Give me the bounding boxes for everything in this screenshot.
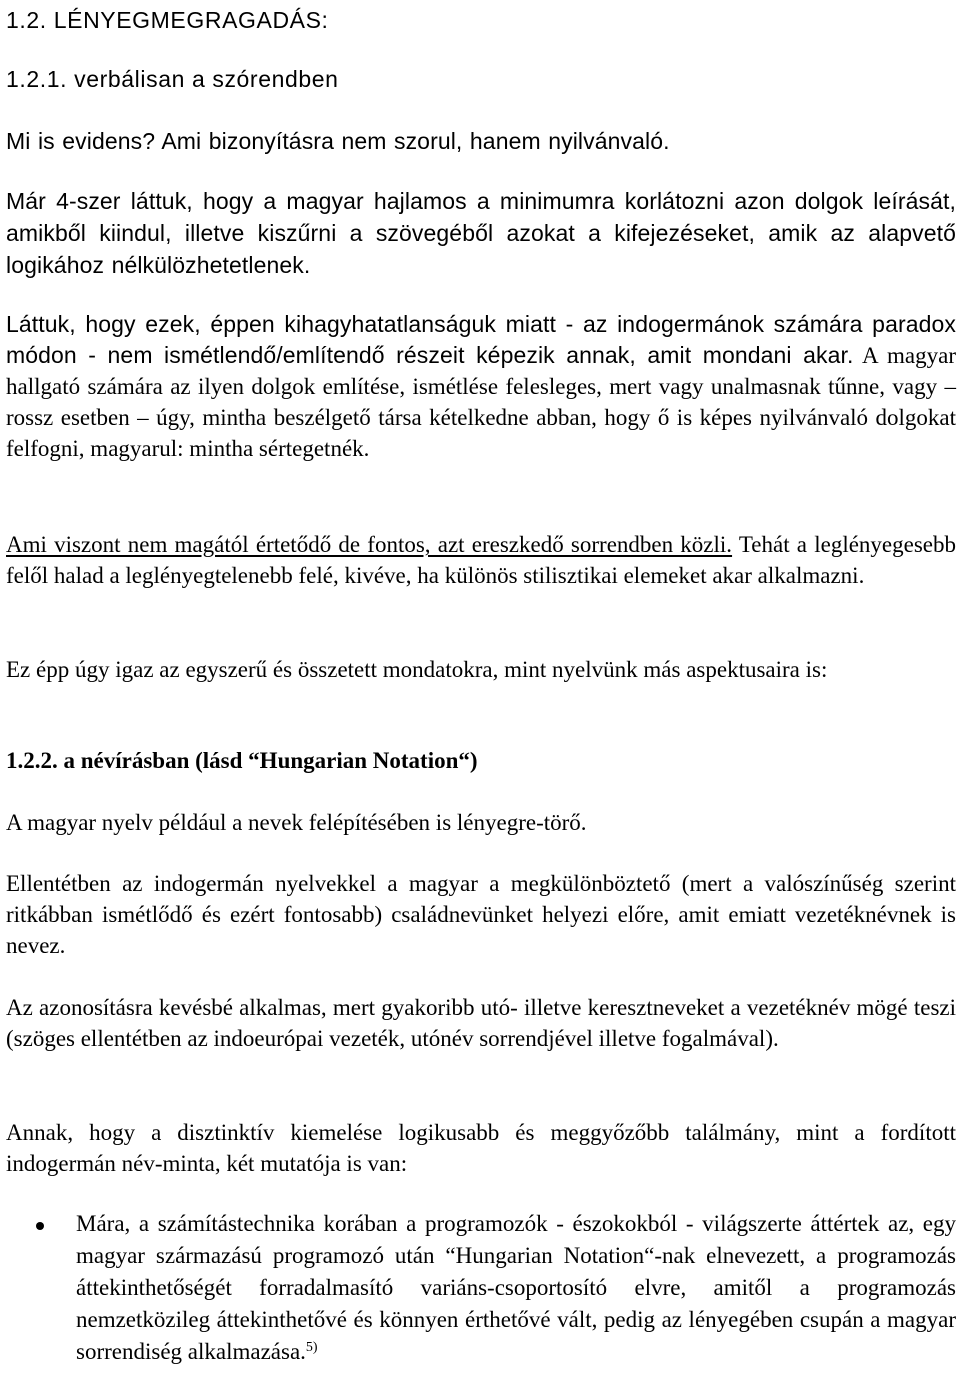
paragraph-indogerman <box>6 309 956 464</box>
paragraph-given-names: Az azonosításra kevésbé alkalmas, mert gyakoribb utó- illetve keresztneveket a vezetéknév mögé teszi (szöges ellentétben az indoeurópai vezeték, utónév sorrendjével illetve fogalmával). <box>6 995 956 1051</box>
list-item <box>0 1208 956 1368</box>
list-item-text: Mára, a számítástechnika korában a programozók - észokokból - világszerte áttértek az, egy magyar származású programozó után “Hungarian Notation“-nak elnevezett, a programozás áttekinthetőségét forradalmasító variáns-csoportosító elvre, amitől a programozás nemzetközileg áttekinthetővé és könnyen érthetővé vált, pedig az lényegében csupán a magyar sorrendiség alkalmazása. <box>76 1211 956 1364</box>
paragraph-family-name: Ellentétben az indogermán nyelvekkel a magyar a megkülönböztető (mert a valószínűség szerint ritkábban ismétlődő és ezért fontosabb) családnevünket helyezi előre, amit emiatt vezetéknévnek is nevez. <box>6 871 956 958</box>
bullet-dot-icon <box>36 1222 44 1230</box>
paragraph-descending-order-rest: Tehát a leglényegesebb felől halad a leglényegtelenebb felé, kivéve, ha különös stilisztikai elemeket akar alkalmazni. <box>6 532 956 588</box>
paragraph-sentences: Ez épp úgy igaz az egyszerű és összetett mondatokra, mint nyelvünk más aspektusaira is: <box>6 657 828 682</box>
subsection-heading: 1.2.1. verbálisan a szórendben <box>6 66 339 92</box>
paragraph-names: A magyar nyelv például a nevek felépítésében is lényegre-törő. <box>6 810 587 835</box>
paragraph-evident: Mi is evidens? Ami bizonyításra nem szorul, hanem nyilvánvaló. <box>6 128 670 154</box>
section-heading: 1.2. LÉNYEGMEGRAGADÁS: <box>6 7 329 33</box>
paragraph-indogerman-serif-part: A magyar hallgató számára az ilyen dolgok említése, ismétlése felesleges, mert vagy unalmasnak tűnne, vagy – rossz esetben – úgy, mintha beszélgető társa kételkedne abban, hogy ő is képes nyilvánvaló dolgokat felfogni, magyarul: mintha sértegetnék. <box>6 343 956 461</box>
underlined-statement: Ami viszont nem magától értetődő de fontos, azt ereszkedő sorrendben közli. <box>6 532 733 557</box>
paragraph-distinctive: Annak, hogy a disztinktív kiemelése logikusabb és meggyőzőbb találmány, mint a fordított indogermán név-minta, két mutatója is van: <box>6 1120 956 1176</box>
paragraph-descending-order <box>6 529 956 591</box>
footnote-reference: 5) <box>305 1340 318 1355</box>
subsection-heading-naming: 1.2.2. a névírásban (lásd “Hungarian Notation“) <box>6 748 478 773</box>
bullet-list <box>0 1208 956 1368</box>
paragraph-indogerman-sans-part: Láttuk, hogy ezek, éppen kihagyhatatlanságuk miatt - az indogermánok számára paradox módon - nem ismétlendő/említendő részeit képezik annak, amit mondani akar. <box>6 311 956 368</box>
paragraph-minimum: Már 4-szer láttuk, hogy a magyar hajlamos a minimumra korlátozni azon dolgok leírását, amikből kiindul, illetve kiszűrni a szövegéből azokat a kifejezéseket, amik az alapvető logikához nélkülözhetetlenek. <box>6 188 956 278</box>
